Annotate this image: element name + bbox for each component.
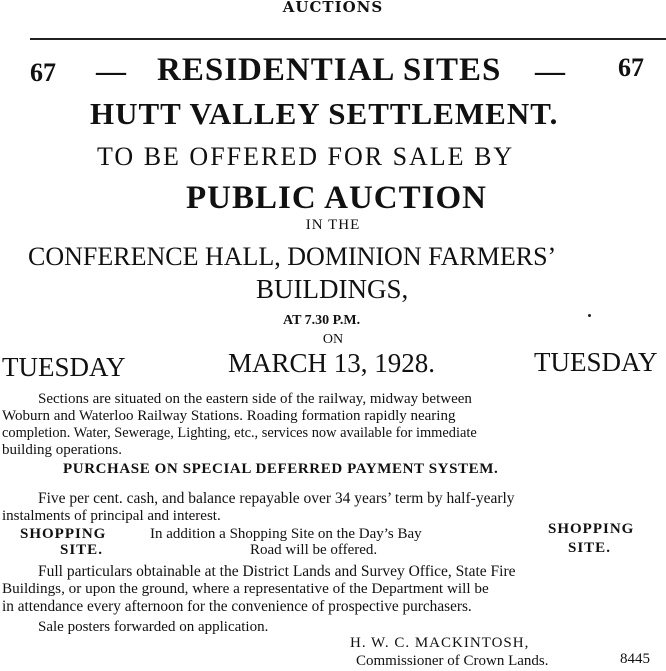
shopping-label-left-1: SHOPPING — [20, 526, 107, 542]
headline-dash-right: — — [535, 55, 565, 88]
payment-heading: PURCHASE ON SPECIAL DEFERRED PAYMENT SYSTEM. — [63, 461, 499, 477]
on-word: ON — [322, 332, 344, 347]
body-line-4: building operations. — [2, 442, 122, 458]
reference-number: 8445 — [620, 651, 650, 667]
shopping-text-1: In addition a Shopping Site on the Day’s Bay — [150, 526, 422, 542]
payment-line-2: instalments of principal and interest. — [2, 508, 221, 524]
payment-line-1: Five per cent. cash, and balance repayable over 34 years’ term by half-yearly — [38, 490, 515, 507]
shopping-text-2: Road will be offered. — [250, 542, 378, 558]
header-rule — [30, 38, 666, 40]
headline-title: RESIDENTIAL SITES — [157, 52, 502, 88]
subtitle: HUTT VALLEY SETTLEMENT. — [90, 96, 559, 131]
day-right: TUESDAY — [534, 347, 658, 377]
particulars-line-1: Full particulars obtainable at the District Lands and Survey Office, State Fire — [38, 563, 516, 580]
shopping-label-left-2: SITE. — [60, 542, 103, 558]
signature-title: Commissioner of Crown Lands. — [356, 653, 549, 669]
shopping-label-right-2: SITE. — [568, 540, 611, 556]
particulars-line-2: Buildings, or upon the ground, where a representative of the Department will be — [2, 580, 489, 597]
body-line-1: Sections are situated on the eastern side of the railway, midway between — [38, 391, 472, 407]
particulars-line-3: in attendance every afternoon for the convenience of prospective purchasers. — [2, 598, 472, 615]
signature-name: H. W. C. MACKINTOSH, — [350, 635, 530, 651]
headline-dash-left: — — [96, 55, 126, 88]
day-left: TUESDAY — [2, 352, 126, 382]
auction-time: AT 7.30 P.M. — [283, 313, 361, 328]
auction-date: MARCH 13, 1928. — [228, 348, 436, 378]
venue-line-2: BUILDINGS, — [256, 274, 409, 304]
body-line-3: completion. Water, Sewerage, Lighting, etc., services now available for immediate — [2, 425, 477, 441]
body-line-2: Woburn and Waterloo Railway Stations. Roading formation rapidly nearing — [2, 408, 456, 424]
shopping-label-right-1: SHOPPING — [548, 521, 635, 537]
venue-line-1: CONFERENCE HALL, DOMINION FARMERS’ — [28, 242, 557, 271]
in-the: IN THE — [305, 217, 361, 233]
section-header: AUCTIONS — [282, 0, 384, 16]
auction-line: PUBLIC AUCTION — [186, 180, 487, 216]
lot-number-left: 67 — [30, 58, 56, 87]
lot-number-right: 67 — [618, 53, 644, 82]
posters-line: Sale posters forwarded on application. — [38, 619, 269, 635]
print-speck — [588, 314, 591, 317]
offer-line: TO BE OFFERED FOR SALE BY — [97, 142, 515, 171]
